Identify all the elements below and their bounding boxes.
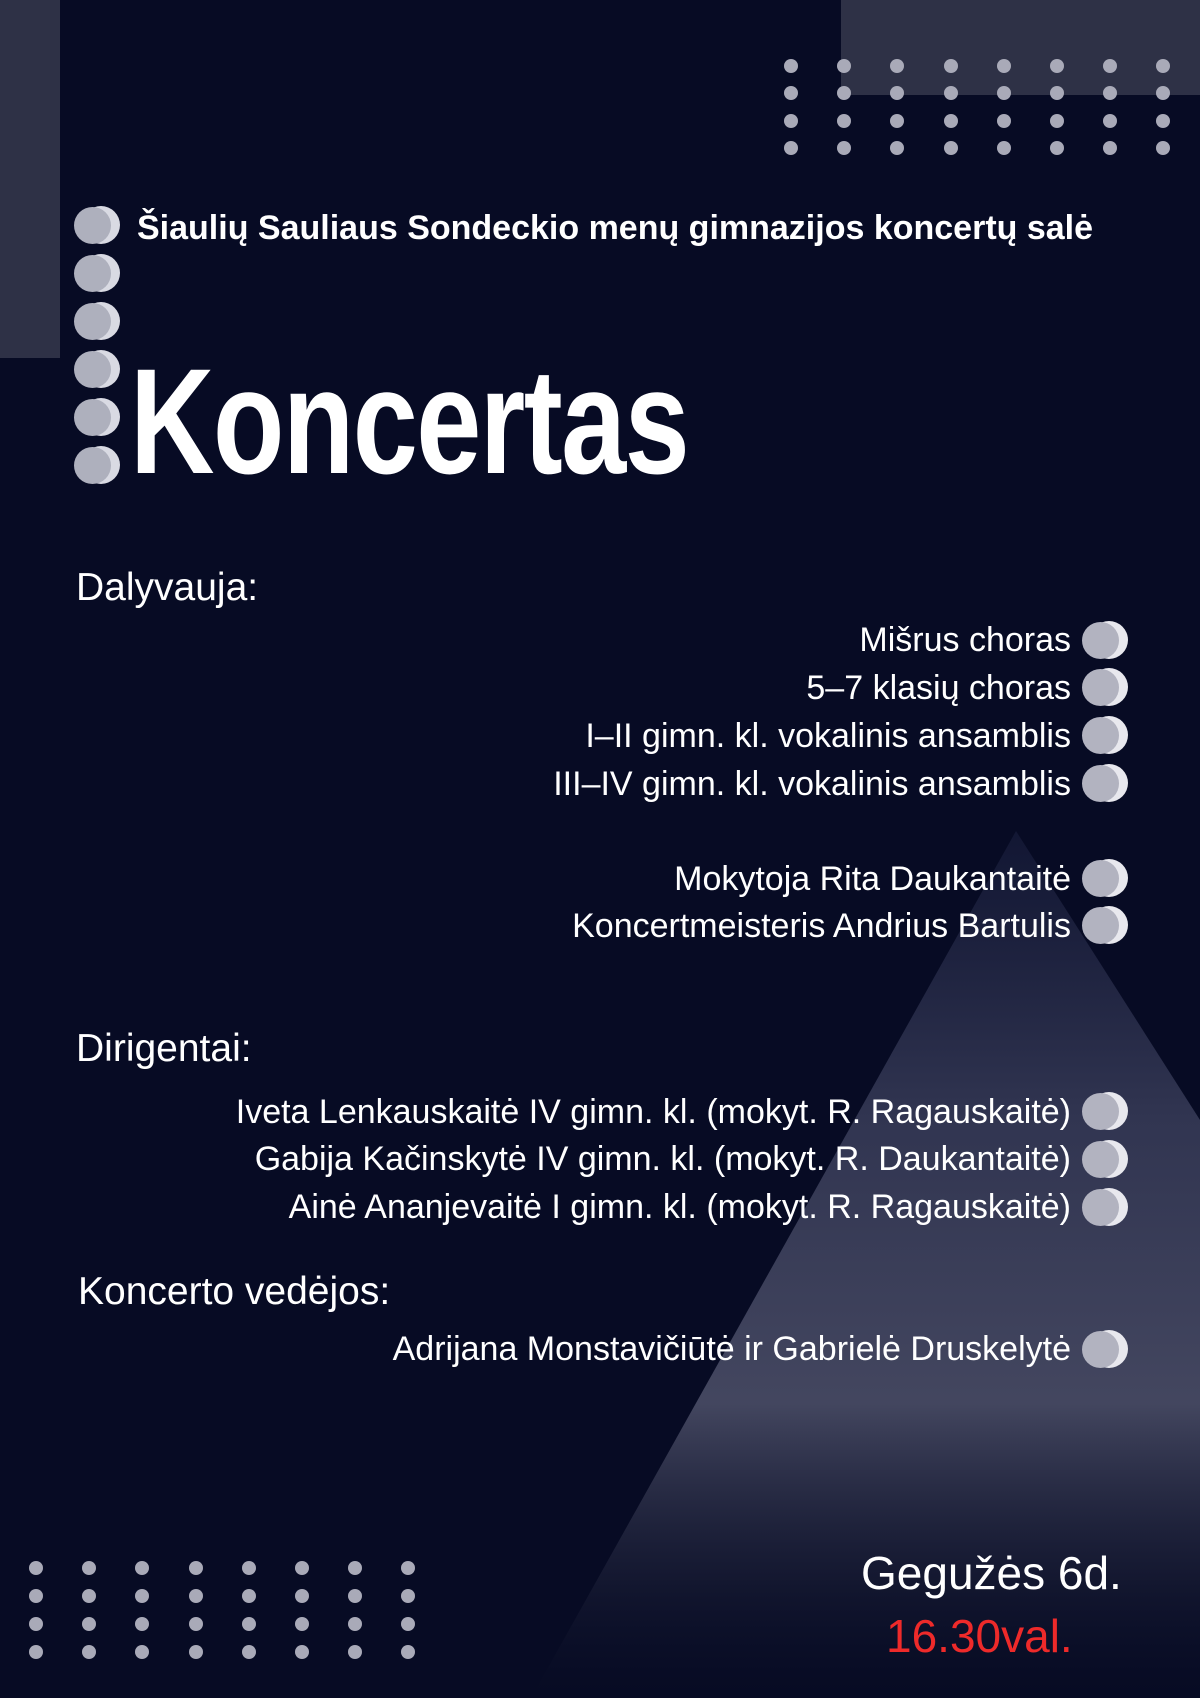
conductors-heading: Dirigentai:	[76, 1027, 252, 1070]
dot	[890, 86, 904, 100]
dot	[837, 114, 851, 128]
dot	[837, 86, 851, 100]
event-time: 16.30val.	[886, 1610, 1073, 1662]
dot	[348, 1589, 362, 1603]
participants-heading: Dalyvauja:	[76, 566, 259, 609]
dot	[29, 1617, 43, 1631]
dot	[997, 59, 1011, 73]
dot	[401, 1645, 415, 1659]
staff-item: Koncertmeisteris Andrius Bartulis	[572, 907, 1071, 945]
dot	[784, 141, 798, 155]
dot	[82, 1589, 96, 1603]
moon-icon	[74, 254, 120, 294]
conductor-item: Iveta Lenkauskaitė IV gimn. kl. (mokyt. R. Ragauskaitė)	[235, 1093, 1071, 1131]
moon-icon	[1082, 716, 1128, 756]
dot	[295, 1589, 309, 1603]
moon-icon	[1082, 668, 1128, 708]
event-date: Gegužės 6d.	[861, 1547, 1122, 1599]
participant-item: I–II gimn. kl. vokalinis ansamblis	[585, 717, 1071, 755]
dot	[890, 59, 904, 73]
moon-icon	[1082, 1092, 1128, 1132]
moon-icon	[1082, 764, 1128, 804]
moon-icon	[1082, 906, 1128, 946]
moon-column	[74, 206, 124, 496]
dot	[82, 1561, 96, 1575]
dot	[944, 141, 958, 155]
dot	[1050, 114, 1064, 128]
conductor-item: Ainė Ananjevaitė I gimn. kl. (mokyt. R. Ragauskaitė)	[288, 1188, 1071, 1226]
participant-item: III–IV gimn. kl. vokalinis ansamblis	[553, 765, 1071, 803]
moon-icon	[74, 206, 120, 246]
dot	[997, 86, 1011, 100]
dot-grid-top-right	[784, 59, 1170, 155]
dot	[82, 1617, 96, 1631]
dot	[189, 1645, 203, 1659]
dot	[295, 1645, 309, 1659]
dot	[1050, 59, 1064, 73]
dot	[29, 1645, 43, 1659]
dot	[189, 1561, 203, 1575]
dot	[837, 141, 851, 155]
participant-item: Mišrus choras	[859, 621, 1071, 659]
dot	[997, 114, 1011, 128]
dot	[837, 59, 851, 73]
dot	[189, 1617, 203, 1631]
host-item: Adrijana Monstavičiūtė ir Gabrielė Druskelytė	[392, 1330, 1071, 1368]
dot	[1156, 114, 1170, 128]
moon-icon	[1082, 1330, 1128, 1370]
dot	[1103, 86, 1117, 100]
dot	[242, 1561, 256, 1575]
dot	[135, 1645, 149, 1659]
dot	[29, 1589, 43, 1603]
dot	[1103, 59, 1117, 73]
dot	[242, 1617, 256, 1631]
moon-icon	[74, 302, 120, 342]
dot	[348, 1617, 362, 1631]
dot	[295, 1561, 309, 1575]
dot	[1156, 86, 1170, 100]
dot	[1050, 86, 1064, 100]
staff-item: Mokytoja Rita Daukantaitė	[674, 860, 1071, 898]
dot	[784, 86, 798, 100]
dot	[1103, 141, 1117, 155]
dot	[295, 1617, 309, 1631]
dot	[135, 1589, 149, 1603]
dot	[401, 1561, 415, 1575]
dot	[348, 1645, 362, 1659]
dot	[784, 114, 798, 128]
moon-icon	[1082, 621, 1128, 661]
dot	[242, 1645, 256, 1659]
dot	[82, 1645, 96, 1659]
dot	[944, 59, 958, 73]
venue-name: Šiaulių Sauliaus Sondeckio menų gimnazijos koncertų salė	[137, 209, 1094, 247]
dot	[242, 1589, 256, 1603]
dot	[135, 1617, 149, 1631]
dot-grid-bottom-left	[29, 1561, 415, 1659]
dot	[348, 1561, 362, 1575]
moon-icon	[74, 398, 120, 438]
dot	[189, 1589, 203, 1603]
dot	[890, 114, 904, 128]
moon-icon	[1082, 1188, 1128, 1228]
moon-icon	[74, 350, 120, 390]
page-title: Koncertas	[130, 337, 689, 505]
moon-icon	[74, 446, 120, 486]
dot	[890, 141, 904, 155]
moon-icon	[1082, 859, 1128, 899]
dot	[401, 1589, 415, 1603]
dot	[784, 59, 798, 73]
dot	[29, 1561, 43, 1575]
dot	[401, 1617, 415, 1631]
dot	[944, 86, 958, 100]
conductor-item: Gabija Kačinskytė IV gimn. kl. (mokyt. R. Daukantaitė)	[254, 1140, 1071, 1178]
participant-item: 5–7 klasių choras	[806, 669, 1071, 707]
moon-icon	[1082, 1140, 1128, 1180]
dot	[1156, 141, 1170, 155]
hosts-heading: Koncerto vedėjos:	[78, 1270, 391, 1313]
dot	[135, 1561, 149, 1575]
dot	[1050, 141, 1064, 155]
dot	[1156, 59, 1170, 73]
dot	[944, 114, 958, 128]
dot	[997, 141, 1011, 155]
dot	[1103, 114, 1117, 128]
